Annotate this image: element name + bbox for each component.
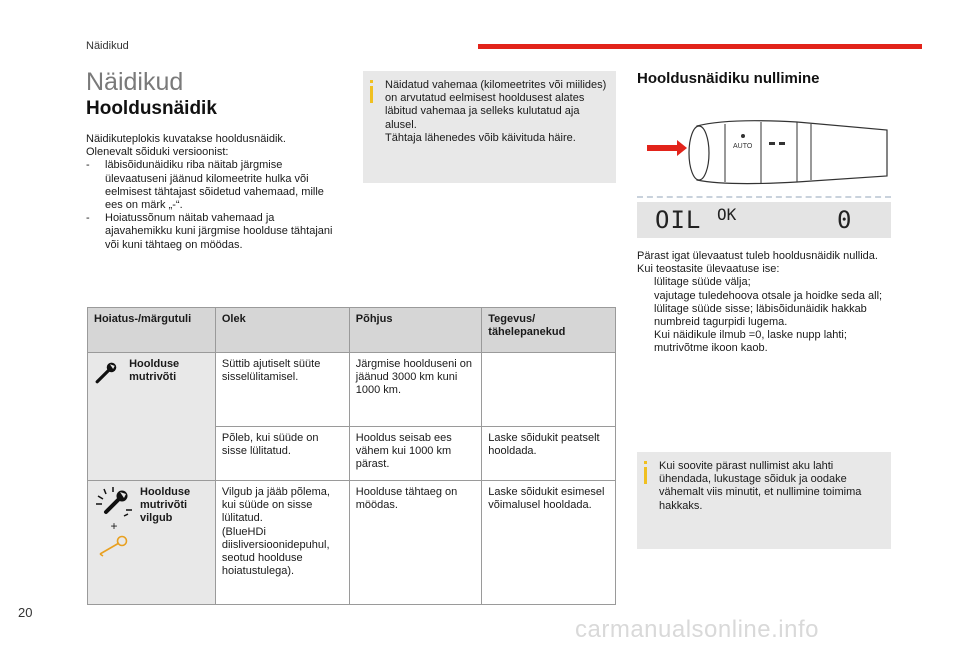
indicator-label: Hoolduse mutrivõti <box>129 358 180 384</box>
stalk-auto-label: AUTO <box>733 143 753 150</box>
intro-line-2: Olenevalt sõiduki versioonist: <box>86 146 229 159</box>
table-header-cell: Põhjus <box>349 308 482 353</box>
indicator-cell-wrench-flashing <box>88 481 216 605</box>
reset-instructions <box>637 250 887 356</box>
header-accent-bar <box>478 44 922 49</box>
info-icon-bar <box>370 86 373 103</box>
service-orange-wrench-icon <box>97 535 131 557</box>
table-cell: Hoolduse tähtaeg on möödas. <box>349 481 482 605</box>
page-section-title: Näidikud <box>86 68 184 96</box>
reset-step: vajutage tuledehoova otsale ja hoidke seda all; <box>654 289 883 302</box>
table-header-row <box>88 308 616 353</box>
info-note-box <box>363 71 616 183</box>
divider-dashed <box>637 196 891 198</box>
reset-section-title: Hooldusnäidiku nullimine <box>637 70 820 87</box>
info-icon <box>370 80 373 83</box>
info-note-box-2 <box>637 452 891 549</box>
info-note-text: Näidatud vahemaa (kilomeetrites või miilides) on arvutatud eelmisest hooldusest alates läbitud vahemaa ja selleks kulutatud aja alusel. Tähtaja lähenedes võib käivituda häire. <box>385 79 607 144</box>
indicator-table <box>87 307 616 605</box>
info-note-text: Kui soovite pärast nullimist aku lahti ühendada, lukustage sõiduk ja oodake vähemalt viis minutit, et nullimine toimima hakkaks. <box>659 460 862 512</box>
reset-step: lülitage süüde sisse; läbisõidunäidik hakkab numbreid tagurpidi lugema. <box>654 302 867 329</box>
reset-step: Kui näidikule ilmub =0, laske nupp lahti; mutrivõtme ikoon kaob. <box>654 329 847 355</box>
table-row <box>88 353 616 427</box>
table-cell: Vilgub ja jääb põlema, kui süüde on sisse lülitatud. (BlueHDi diisliversioonidepuhul, seotud hoolduse hoiatustulega). <box>215 481 349 605</box>
icon-stack <box>94 486 134 557</box>
intro-line-1: Näidikuteplokis kuvatakse hooldusnäidik. <box>86 133 286 145</box>
dash-marker: - <box>86 212 90 225</box>
table-header-cell: Hoiatus-/märgutuli <box>88 308 216 353</box>
info-icon-bar <box>644 467 647 484</box>
intro-bullet-2: - Hoiatussõnum näitab vahemaad ja ajavahemikku kuni järgmise hoolduse tähtajani või kuni tähtaeg on möödas. <box>86 212 333 251</box>
display-zero-text: 0 <box>837 206 852 234</box>
watermark-text: carmanualsonline.info <box>575 616 819 643</box>
table-cell: Hooldus seisab ees vähem kui 1000 km pärast. <box>349 427 482 481</box>
indicator-label: Hoolduse mutrivõti vilgub <box>140 486 191 525</box>
intro-bullet-1: - läbisõidunäidiku riba näitab järgmise ülevaatuseni jäänud kilomeetrite hulka või eelmisest tähtajast sõidetud vahemaad, mille ees on märk „-“. <box>86 159 324 212</box>
lighting-stalk-image <box>637 112 891 194</box>
display-screen <box>637 202 891 238</box>
reset-intro-2: Kui teostasite ülevaatuse ise: <box>637 263 780 276</box>
table-header-cell: Tegevus/ tähelepanekud <box>482 308 616 353</box>
display-oil-text: OIL <box>655 206 702 234</box>
lighting-stalk-illustration <box>637 112 891 194</box>
dash-marker: - <box>86 159 90 172</box>
table-header-cell: Olek <box>215 308 349 353</box>
display-ok-text: OK <box>717 205 737 224</box>
table-cell: Laske sõidukit peatselt hooldada. <box>482 427 616 481</box>
press-arrow-icon <box>647 140 687 156</box>
table-cell <box>482 353 616 427</box>
page-number: 20 <box>18 605 33 620</box>
reset-step: lülitage süüde välja; <box>654 276 751 289</box>
table-cell: Süttib ajutiselt süüte sisselülitamisel. <box>215 353 349 427</box>
wrench-icon <box>94 358 121 388</box>
table-row <box>88 481 616 605</box>
reset-intro-1: Pärast igat ülevaatust tuleb hooldusnäidik nullida. <box>637 250 878 262</box>
table-cell: Laske sõidukit esimesel võimalusel hooldada. <box>482 481 616 605</box>
flashing-wrench-icon <box>94 486 134 518</box>
intro-text <box>86 133 344 252</box>
header-section-label: Näidikud <box>86 40 129 52</box>
page-sub-title: Hooldusnäidik <box>86 98 217 119</box>
plus-sign: + <box>110 519 118 533</box>
indicator-cell-wrench <box>88 353 216 481</box>
table-cell: Järgmise hoolduseni on jäänud 3000 km kuni 1000 km. <box>349 353 482 427</box>
info-icon <box>644 461 647 464</box>
table-cell: Põleb, kui süüde on sisse lülitatud. <box>215 427 349 481</box>
